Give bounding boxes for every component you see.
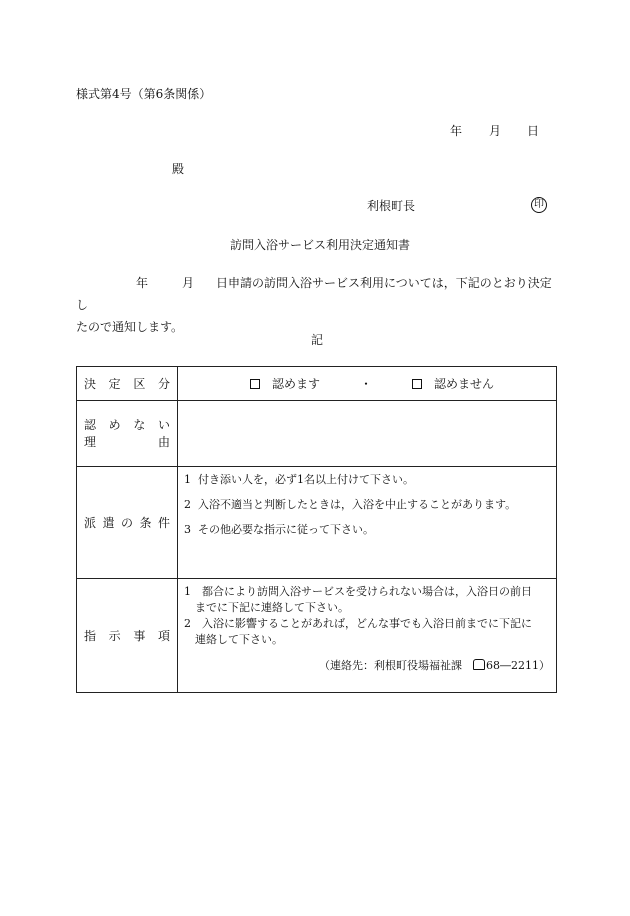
reason-label: 認 め な い 理 由 [77,401,178,467]
conditions-list [178,467,557,579]
reason-row [77,401,557,467]
reject-label: 認めません [434,377,495,391]
date-day: 日 [527,124,540,138]
instruction-item2-line1: 2 入浴に影響することがあれば，どんな事でも入浴日前までに下記に [184,617,532,630]
condition-item: 3 その他必要な指示に従って下さい。 [184,523,374,536]
document-title: 訪問入浴サービス利用決定通知書 [230,238,411,252]
date-month: 月 [489,124,502,138]
approve-label: 認めます [272,377,321,391]
seal-mark: 印 [531,197,547,213]
date-line [450,122,539,139]
contact-phone: 68―2211） [486,659,550,672]
instruction-item1-line2: までに下記に連絡して下さい。 [184,601,349,614]
conditions-label: 派 遣 の 条 件 [77,467,178,579]
issuer-name: 利根町長 [367,199,416,213]
body-year: 年 [136,276,149,290]
instruction-item1-line1: 1 都合により訪問入浴サービスを受けられない場合は，入浴日の前日 [184,585,532,598]
approve-checkbox[interactable] [250,379,260,389]
instructions-row [77,579,557,693]
body-text-line1: 日申請の訪問入浴サービス利用については，下記のとおり決定し [76,276,552,312]
date-year: 年 [450,124,463,138]
body-text-line2: たので通知します。 [76,320,184,334]
addressee-suffix: 殿 [172,162,185,176]
instructions-content [178,579,557,693]
option-separator: ・ [360,377,373,391]
form-number: 様式第4号（第6条関係） [76,87,212,101]
condition-item: 2 入浴不適当と判断したときは，入浴を中止することがあります。 [184,498,517,511]
instructions-label: 指 示 事 項 [77,579,178,693]
conditions-row [77,467,557,579]
contact-prefix: （連絡先：利根町役場福祉課 [319,659,473,672]
reject-checkbox[interactable] [412,379,422,389]
body-paragraph [76,272,560,338]
decision-table [76,366,557,693]
telephone-icon [473,659,485,670]
contact-line [184,658,550,674]
decision-options [178,367,557,401]
ki-heading: 記 [311,333,324,347]
decision-label: 決 定 区 分 [77,367,178,401]
instruction-item2-line2: 連絡して下さい。 [184,633,283,646]
reason-value[interactable] [178,401,557,467]
decision-row [77,367,557,401]
condition-item: 1 付き添い人を，必ず1名以上付けて下さい。 [184,473,414,486]
body-month: 月 [182,276,195,290]
